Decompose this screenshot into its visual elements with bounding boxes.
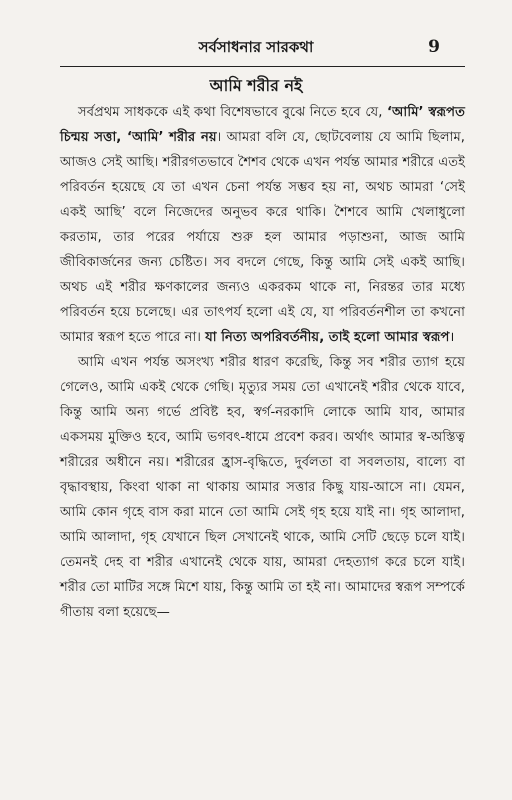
paragraph-1-span: । আমরা বলি যে, ছোটবেলায় যে আমি ছিলাম, আজও সেই আছি। শরীরগতভাবে শৈশব থেকে এখন পর্যন্ত আমার শরীরে এতই পরিবর্তন হয়েছে যে তা এখন চেনা পর্যন্ত সম্ভব হয় না, অথচ আমরা ‘সেই একই আছি’ বলে নিজেদের অনুভব করে থাকি। শৈশবে আমি খেলাধুলো করতাম, তার পরের পর্যায়ে শুরু হল আমার পড়াশুনা, আজ আমি জীবিকার্জনের জন্য চেষ্টিত। সব বদলে গেছে, কিন্তু আমি সেই একই আছি। অথচ এই শরীর ক্ষণকালের জন্যও একরকম থাকে না, নিরন্তর তার মধ্যে পরিবর্তন হয়ে চলেছে। এর তাৎপর্য হলো এই যে, যা পরিবর্তনশীল তা কখনো আমার স্বরূপ হতে পারে না। <box>60 130 466 345</box>
running-title: সর্বসাধনার সারকথা <box>198 38 314 56</box>
running-header <box>0 36 512 62</box>
paragraph-1-bold: যা নিত্য অপরিবর্তনীয়, তাই হলো আমার স্বরূপ <box>205 330 450 345</box>
header-rule <box>60 66 465 67</box>
page-number: 9 <box>428 37 440 57</box>
section-title: আমি শরীর নই <box>209 76 303 95</box>
paragraph-1 <box>60 100 465 350</box>
paragraph-1-span: । <box>449 330 455 345</box>
paragraph-2-span: আমি এখন পর্যন্ত অসংখ্য শরীর ধারণ করেছি, কিন্তু সব শরীর ত্যাগ হয়ে গেলেও, আমি একই থেকে গেছি। মৃত্যুর সময় তো এখানেই শরীর থেকে যাবে, কিন্তু আমি অন্য গর্ভে প্রবিষ্ট হব, স্বর্গ-নরকাদি লোকে আমি যাব, আমার একসময় মুক্তিও হবে, আমি ভগবৎ-ধামে প্রবেশ করব। অর্থাৎ আমার স্ব-অস্তিত্ব শরীরের অধীনে নয়। শরীরের হ্রাস-বৃদ্ধিতে, দুর্বলতা বা সবলতায়, বাল্যে বা বৃদ্ধাবস্থায়, কিংবা থাকা না থাকায় আমার সত্তার কিছু যায়-আসে না। যেমন, আমি কোন গৃহে বাস করা মানে তো আমি সেই গৃহ হয়ে যাই না। গৃহ আলাদা, আমি আলাদা, গৃহ যেখানে ছিল সেখানেই থাকে, আমি সেটি ছেড়ে চলে যাই। তেমনই দেহ বা শরীর এখানেই থেকে যায়, আমরা দেহত্যাগ করে চলে যাই। শরীর তো মাটির সঙ্গে মিশে যায়, কিন্তু আমি তা হই না। আমাদের স্বরূপ সম্পর্কে গীতায় বলা হয়েছে— <box>60 355 465 620</box>
paragraph-2 <box>60 350 465 625</box>
paragraph-1-span: সর্বপ্রথম সাধককে এই কথা বিশেষভাবে বুঝে নিতে হবে যে, <box>78 105 388 120</box>
paragraph-1-bold: ‘আমি’ স্বরূপত চিন্ময় সত্তা, ‘আমি’ শরীর নয় <box>60 105 465 145</box>
body-text <box>60 100 465 625</box>
